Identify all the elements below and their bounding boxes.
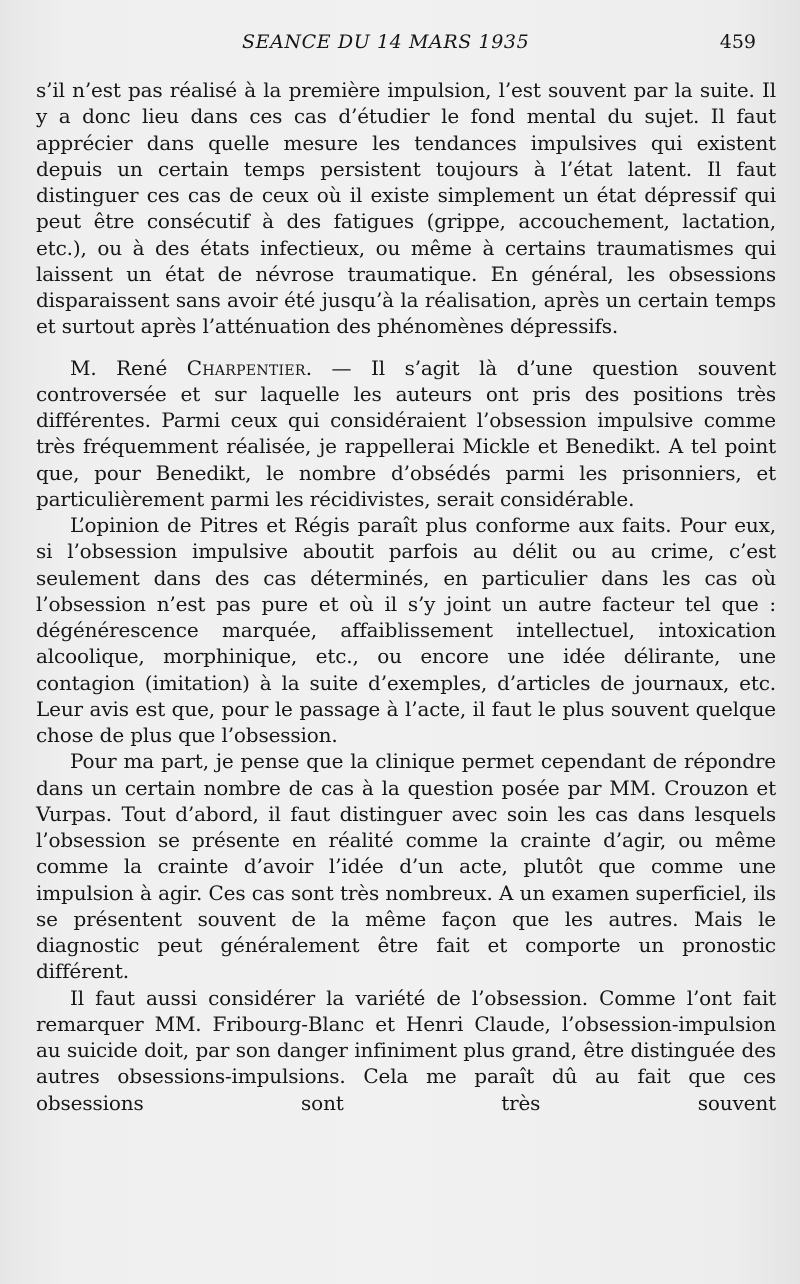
paragraph-continuation [36, 77, 776, 340]
paragraph-text: Il faut aussi considérer la variété de l’obsession. Comme l’ont fait remarquer MM. Fribourg-Blanc et Henri Claude, l’obsession-impulsion au suicide doit, par son danger infiniment plus grand, être distinguée des autres obsessions-impulsions. Cela me paraît dû au fait que ces obsessions sont très souvent [36, 985, 776, 1115]
paragraph-clinical-view [36, 748, 776, 984]
paragraph-text: Pour ma part, je pense que la clinique permet cependant de répondre dans un certain nombre de cas à la question posée par MM. Crouzon et Vurpas. Tout d’abord, il faut distinguer avec soin les cas dans lesquels l’obsession se présente en réalité comme la crainte d’agir, ou même comme la crainte d’avoir l’idée d’un acte, plutôt que comme une impulsion à agir. Ces cas sont très nombreux. A un examen superficiel, ils se présentent souvent de la même façon que les autres. Mais le diagnostic peut généralement être fait et comporte un pronostic différent. [36, 749, 776, 984]
paragraph-charpentier-intervention [36, 355, 776, 513]
speaker-name: Charpentier [186, 355, 306, 380]
paragraph-obsession-variety [36, 985, 776, 1116]
paragraph-text: L’opinion de Pitres et Régis paraît plus conforme aux faits. Pour eux, si l’obsession impulsive aboutit parfois au délit ou au crime, c’est seulement dans des cas déterminés, en particulier dans les cas où l’obsession n’est pas pure et où il s’y joint un autre facteur tel que : dégénérescence marquée, affaiblissement intellectuel, intoxication alcoolique, morphinique, etc., ou encore une idée délirante, une contagion (imitation) à la suite d’exemples, d’articles de journaux, etc. Leur avis est que, pour le passage à l’acte, il faut le plus souvent quelque chose de plus que l’obsession. [36, 513, 776, 747]
paragraph-text: . — Il s’agit là d’une question souvent controversée et sur laquelle les auteurs ont pris des positions très différentes. Parmi ceux qui considéraient l’obsession impulsive comme très fréquemment réalisée, je rappellerai Mickle et Benedikt. A tel point que, pour Benedikt, le nombre d’obsédés parmi les prisonniers, et particulièrement parmi les récidivistes, serait considérable. [36, 355, 776, 511]
page-number: 459 [719, 31, 756, 53]
body-text [36, 77, 776, 1116]
paragraph-gap [36, 340, 776, 355]
paragraph-pitres-regis [36, 512, 776, 748]
running-title: SEANCE DU 14 MARS 1935 [242, 31, 530, 53]
paragraph-text: s’il n’est pas réalisé à la première impulsion, l’est souvent par la suite. Il y a donc lieu dans ces cas d’étudier le fond mental du sujet. Il faut apprécier dans quelle mesure les tendances impulsives qui existent depuis un certain temps persistent toujours à l’état latent. Il faut distinguer ces cas de ceux où il existe simplement un état dépressif qui peut être consécutif à des fatigues (grippe, accouchement, lactation, etc.), ou à des états infectieux, ou même à certains traumatismes qui laissent un état de névrose traumatique. En général, les obsessions disparaissent sans avoir été jusqu’à la réalisation, après un certain temps et surtout après l’atténuation des phénomènes dépressifs. [36, 78, 776, 339]
running-header [0, 28, 800, 56]
speaker-prefix: M. René [70, 355, 187, 380]
